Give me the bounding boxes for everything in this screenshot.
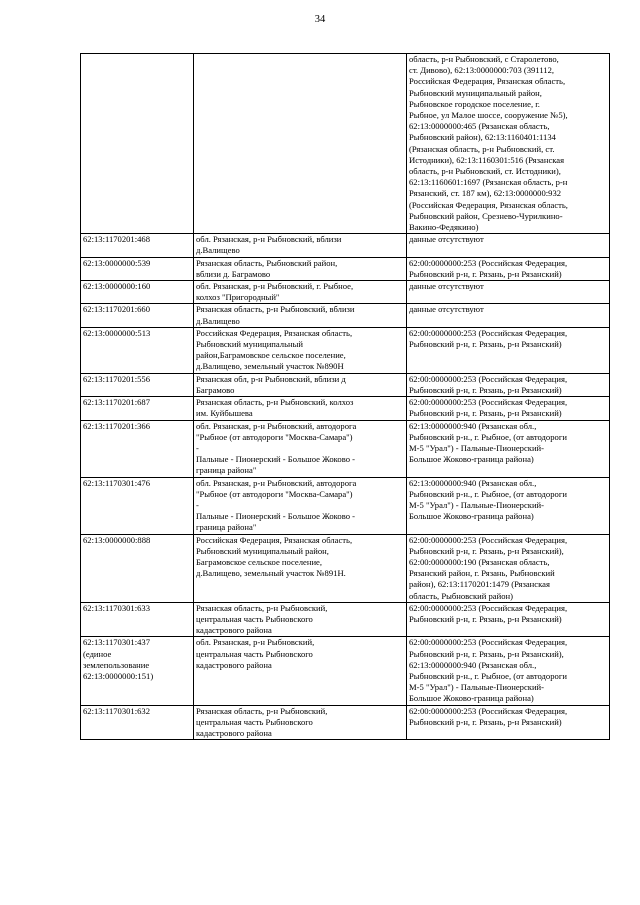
cadastral-number-cell: 62:13:1170301:437 (единое землепользование 62:13:0000000:151) xyxy=(81,637,194,705)
related-plots-cell: 62:00:0000000:253 (Российская Федерация, Рыбновский р-н, г. Рязань, р-н Рязанский) xyxy=(407,397,610,420)
related-plots-cell: 62:00:0000000:253 (Российская Федерация, Рыбновский р-н, г. Рязань, р-н Рязанский), 62:13:0000000:940 (Рязанская обл., Рыбновский р-н., г. Рыбное, (от автодороги М-5 "Урал") - Пальные-Пионерский- Большое Жоково-граница района) xyxy=(407,637,610,705)
related-plots-cell: 62:00:0000000:253 (Российская Федерация, Рыбновский р-н, г. Рязань, р-н Рязанский) xyxy=(407,602,610,637)
cadastral-number-cell: 62:13:1170301:476 xyxy=(81,477,194,534)
cadastral-number-cell xyxy=(81,54,194,234)
related-plots-cell: 62:00:0000000:253 (Российская Федерация, Рыбновский р-н, г. Рязань, р-н Рязанский) xyxy=(407,705,610,740)
cadastral-number-cell: 62:13:1170301:633 xyxy=(81,602,194,637)
location-cell xyxy=(194,54,407,234)
related-plots-cell: 62:00:0000000:253 (Российская Федерация, Рыбновский р-н, г. Рязань, р-н Рязанский) xyxy=(407,327,610,373)
table-row xyxy=(81,637,610,705)
table-row xyxy=(81,477,610,534)
table-row xyxy=(81,397,610,420)
cadastral-number-cell: 62:13:1170301:632 xyxy=(81,705,194,740)
related-plots-cell: 62:00:0000000:253 (Российская Федерация, Рыбновский р-н, г. Рязань, р-н Рязанский) xyxy=(407,373,610,396)
related-plots-cell: 62:00:0000000:253 (Российская Федерация, Рыбновский р-н, г. Рязань, р-н Рязанский) xyxy=(407,257,610,280)
table-row xyxy=(81,602,610,637)
location-cell: Рязанская область, р-н Рыбновский, центральная часть Рыбновского кадастрового района xyxy=(194,602,407,637)
table-row xyxy=(81,257,610,280)
cadastral-number-cell: 62:13:1170201:660 xyxy=(81,304,194,327)
table-row xyxy=(81,281,610,304)
cadastral-number-cell: 62:13:0000000:513 xyxy=(81,327,194,373)
table-row xyxy=(81,373,610,396)
location-cell: Российская Федерация, Рязанская область, Рыбновский муниципальный район,Баграмовское сельское поселение, д.Валищево, земельный участок №890Н xyxy=(194,327,407,373)
related-plots-cell: 62:13:0000000:940 (Рязанская обл., Рыбновский р-н., г. Рыбное, (от автодороги М-5 "Урал") - Пальные-Пионерский- Большое Жоково-граница района) xyxy=(407,477,610,534)
location-cell: обл. Рязанская, р-н Рыбновский, автодорога "Рыбное (от автодороги "Москва-Самара") - Пальные - Пионерский - Большое Жоково - граница района" xyxy=(194,477,407,534)
location-cell: Рязанская область, р-н Рыбновский, колхоз им. Куйбышева xyxy=(194,397,407,420)
cadastral-number-cell: 62:13:1170201:366 xyxy=(81,420,194,477)
related-plots-cell: данные отсутствуют xyxy=(407,304,610,327)
location-cell: обл. Рязанская, р-н Рыбновский, вблизи д.Валищево xyxy=(194,234,407,257)
related-plots-cell: 62:13:0000000:940 (Рязанская обл., Рыбновский р-н., г. Рыбное, (от автодороги М-5 "Урал") - Пальные-Пионерский- Большое Жоково-граница района) xyxy=(407,420,610,477)
related-plots-cell: 62:00:0000000:253 (Российская Федерация, Рыбновский р-н, г. Рязань, р-н Рязанский), 62:00:0000000:190 (Рязанская область, Рязанский район, г. Рязань, Рыбновский район), 62:13:1170201:1479 (Рязанская область, Рыбновский район) xyxy=(407,534,610,602)
cadastral-number-cell: 62:13:1170201:687 xyxy=(81,397,194,420)
location-cell: обл. Рязанская, р-н Рыбновский, центральная часть Рыбновского кадастрового района xyxy=(194,637,407,705)
land-plots-table xyxy=(80,53,610,740)
cadastral-number-cell: 62:13:1170201:468 xyxy=(81,234,194,257)
cadastral-number-cell: 62:13:0000000:160 xyxy=(81,281,194,304)
page-number: 34 xyxy=(314,14,326,25)
table-row xyxy=(81,420,610,477)
table-row xyxy=(81,327,610,373)
location-cell: Рязанская обл, р-н Рыбновский, вблизи д Баграмово xyxy=(194,373,407,396)
location-cell: Рязанская область, р-н Рыбновский, вблизи д.Валищево xyxy=(194,304,407,327)
table-row xyxy=(81,234,610,257)
cadastral-number-cell: 62:13:1170201:556 xyxy=(81,373,194,396)
cadastral-number-cell: 62:13:0000000:888 xyxy=(81,534,194,602)
location-cell: Российская Федерация, Рязанская область, Рыбновский муниципальный район, Баграмовское сельское поселение, д.Валищево, земельный участок №891Н. xyxy=(194,534,407,602)
location-cell: Рязанская область, р-н Рыбновский, центральная часть Рыбновского кадастрового района xyxy=(194,705,407,740)
location-cell: Рязанская область, Рыбновский район, вблизи д. Баграмово xyxy=(194,257,407,280)
table-row xyxy=(81,705,610,740)
related-plots-cell: данные отсутствуют xyxy=(407,234,610,257)
cadastral-number-cell: 62:13:0000000:539 xyxy=(81,257,194,280)
table-row xyxy=(81,534,610,602)
location-cell: обл. Рязанская, р-н Рыбновский, автодорога "Рыбное (от автодороги "Москва-Самара") - Пальные - Пионерский - Большое Жоково - граница района" xyxy=(194,420,407,477)
related-plots-cell: данные отсутствуют xyxy=(407,281,610,304)
table-row xyxy=(81,304,610,327)
related-plots-cell: область, р-н Рыбновский, с Старолетово, ст. Дивово), 62:13:0000000:703 (391112, Российская Федерация, Рязанская область, Рыбновский муниципальный район, Рыбновское городское поселение, г. Рыбное, ул Малое шоссе, сооружение №5), 62:13:0000000:465 (Рязанская область, Рыбновский район), 62:13:1160401:1134 (Рязанская область, р-н Рыбновский, ст. Истодники), 62:13:1160301:516 (Рязанская область, р-н Рыбновский, ст. Истодники), 62:13:1160601:1697 (Рязанская область, р-н Рязанский, ст. 187 км), 62:13:0000000:932 (Российская Федерация, Рязанская область, Рыбновский район, Срезнево-Чурилкино- Вакино-Федякино) xyxy=(407,54,610,234)
location-cell: обл. Рязанская, р-н Рыбновский, г. Рыбное, колхоз "Пригородный" xyxy=(194,281,407,304)
table-row xyxy=(81,54,610,234)
